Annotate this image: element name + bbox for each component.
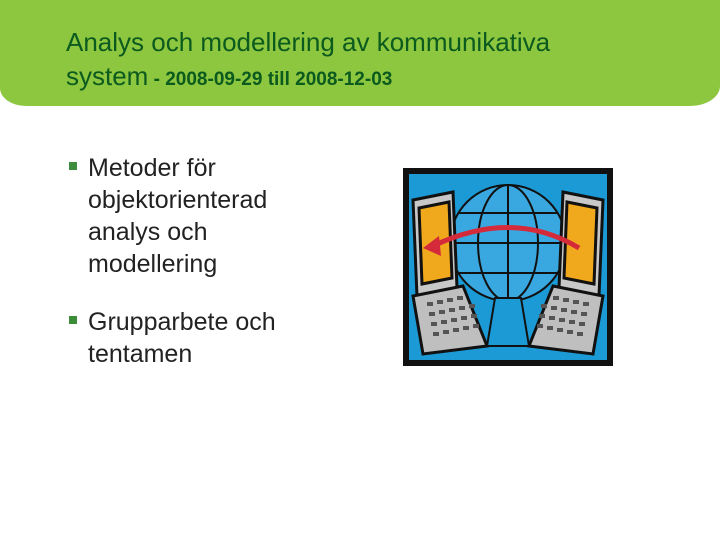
bullet-item-groupwork	[66, 306, 326, 370]
title-banner	[0, 0, 720, 106]
bullet-text: Metoder för objektorienterad analys och modellering	[88, 154, 268, 278]
title-line-1: Analys och modellering av kommunikativa	[66, 27, 551, 57]
title-subject: system	[66, 61, 149, 91]
title-line-2	[66, 58, 550, 96]
networked-computers-globe-icon	[403, 168, 613, 366]
title-dates: - 2008-09-29 till 2008-12-03	[148, 69, 393, 90]
bullet-list	[66, 152, 326, 370]
slide-title	[66, 26, 550, 96]
square-bullet-icon	[69, 316, 77, 324]
square-bullet-icon	[69, 162, 77, 170]
bullet-text: Grupparbete och tentamen	[88, 308, 276, 368]
bullet-item-methods	[66, 152, 326, 280]
